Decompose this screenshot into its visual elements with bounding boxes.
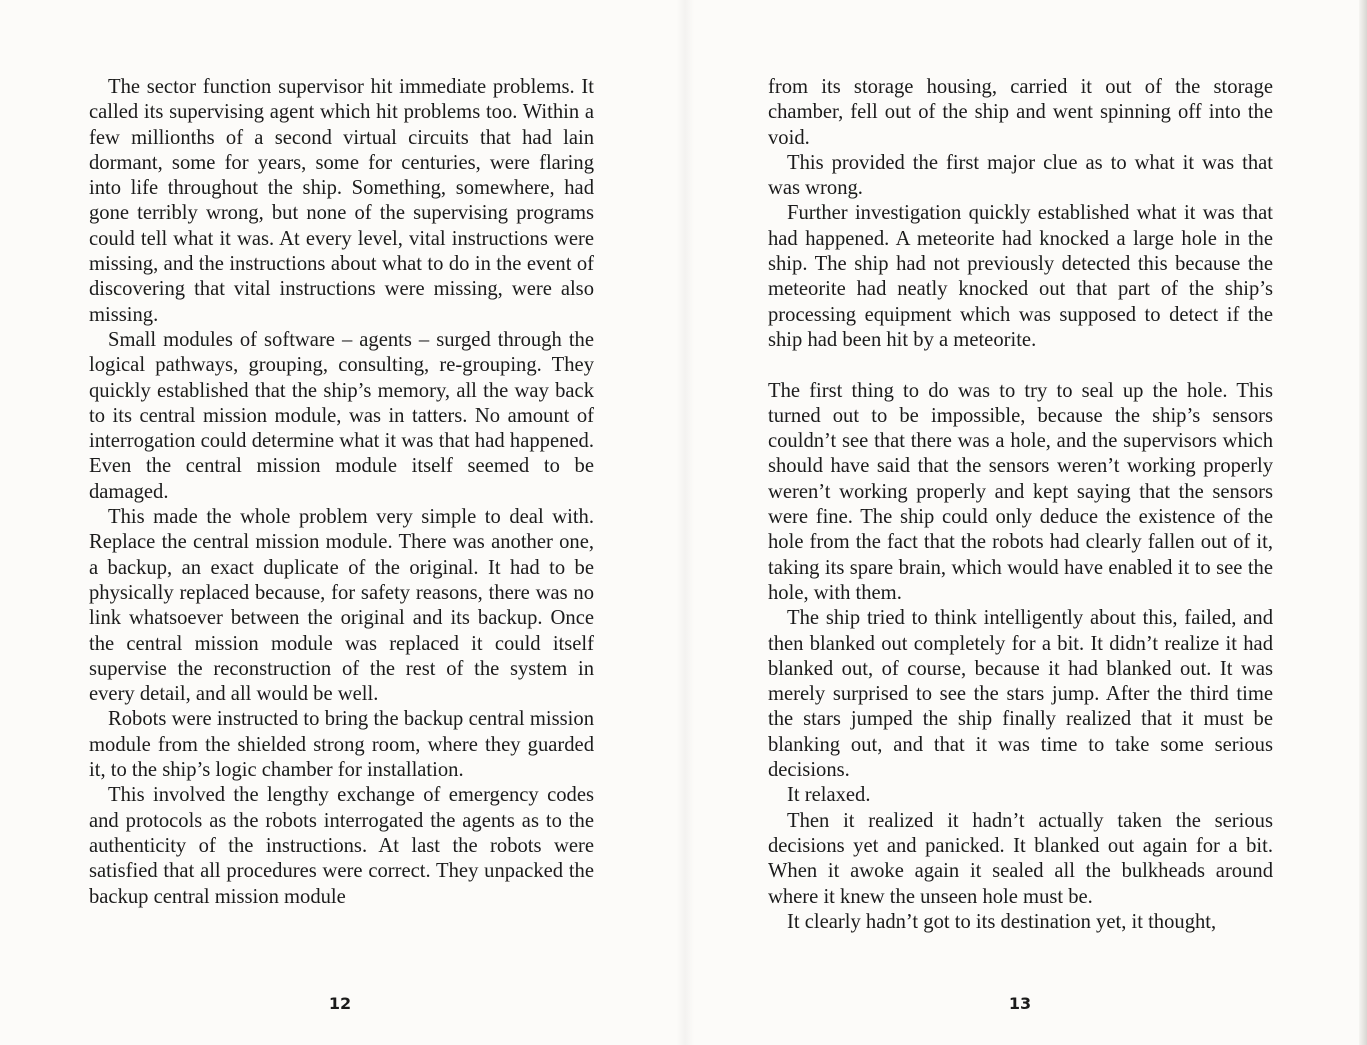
left-page-text xyxy=(89,75,594,910)
book-gutter xyxy=(676,0,694,1045)
paragraph: This involved the lengthy exchange of emergency codes and protocols as the robots interrogated the agents as to the authenticity of the instructions. At last the robots were satisfied that all procedures were correct. They unpacked the backup central mission module xyxy=(89,784,594,908)
paragraph: The ship tried to think intelligently about this, failed, and then blanked out completely for a bit. It didn’t realize it had blanked out, of course, because it had blanked out. It was merely surprised to see the stars jump. After the third time the stars jumped the ship finally realized that it must be blanking out, and that it was time to take some serious decisions. xyxy=(768,607,1273,782)
paragraph: Small modules of software – agents – surged through the logical pathways, grouping, consulting, re-grouping. They quickly established that the ship’s memory, all the way back to its central mission module, was in tatters. No amount of interrogation could determine what it was that had happened. Even the central mission module itself seemed to be damaged. xyxy=(89,328,594,503)
right-page-text xyxy=(768,75,1273,935)
paragraph: The sector function supervisor hit immediate problems. It called its supervising agent which hit problems too. Within a few millionths of a second virtual circuits that had lain dormant, some for years, some for centuries, were flaring into life throughout the ship. Something, somewhere, had gone terribly wrong, but none of the supervising programs could tell what it was. At every level, vital instructions were missing, and the instructions about what to do in the event of discovering that vital instructions were missing, were also missing. xyxy=(89,76,594,326)
paragraph: Robots were instructed to bring the backup central mission module from the shielded strong room, where they guarded it, to the ship’s logic chamber for installation. xyxy=(89,708,594,782)
page-number: 12 xyxy=(328,994,352,1013)
paragraph: This made the whole problem very simple to deal with. Replace the central mission module. There was another one, a backup, an exact duplicate of the original. It had to be physically replaced because, for safety reasons, there was no link whatsoever between the original and its backup. Once the central mission module was replaced it could itself supervise the reconstruction of the rest of the system in every detail, and all would be well. xyxy=(89,506,594,706)
page-number: 13 xyxy=(1008,994,1032,1013)
page-edge xyxy=(1359,0,1367,1045)
paragraph: Further investigation quickly established what it was that had happened. A meteorite had knocked a large hole in the ship. The ship had not previously detected this because the meteorite had neatly knocked out that part of the ship’s processing equipment which was supposed to detect if the ship had been hit by a meteorite. xyxy=(768,202,1273,351)
paragraph: The first thing to do was to try to seal up the hole. This turned out to be impossible, because the ship’s sensors couldn’t see that there was a hole, and the supervisors which should have said that the sensors weren’t working properly weren’t working properly and kept saying that the sensors were fine. The ship could only deduce the existence of the hole from the fact that the robots had clearly fallen out of it, taking its spare brain, which would have enabled it to see the hole, with them. xyxy=(768,379,1273,604)
paragraph: Then it realized it hadn’t actually taken the serious decisions yet and panicked. It blanked out again for a bit. When it awoke again it sealed all the bulkheads around where it knew the unseen hole must be. xyxy=(768,809,1273,908)
paragraph: It clearly hadn’t got to its destination yet, it thought, xyxy=(787,910,1217,933)
paragraph: from its storage housing, carried it out of the storage chamber, fell out of the ship and went spinning off into the void. xyxy=(768,76,1273,149)
paragraph: It relaxed. xyxy=(787,784,871,807)
paragraph: This provided the first major clue as to what it was that was wrong. xyxy=(768,151,1273,200)
